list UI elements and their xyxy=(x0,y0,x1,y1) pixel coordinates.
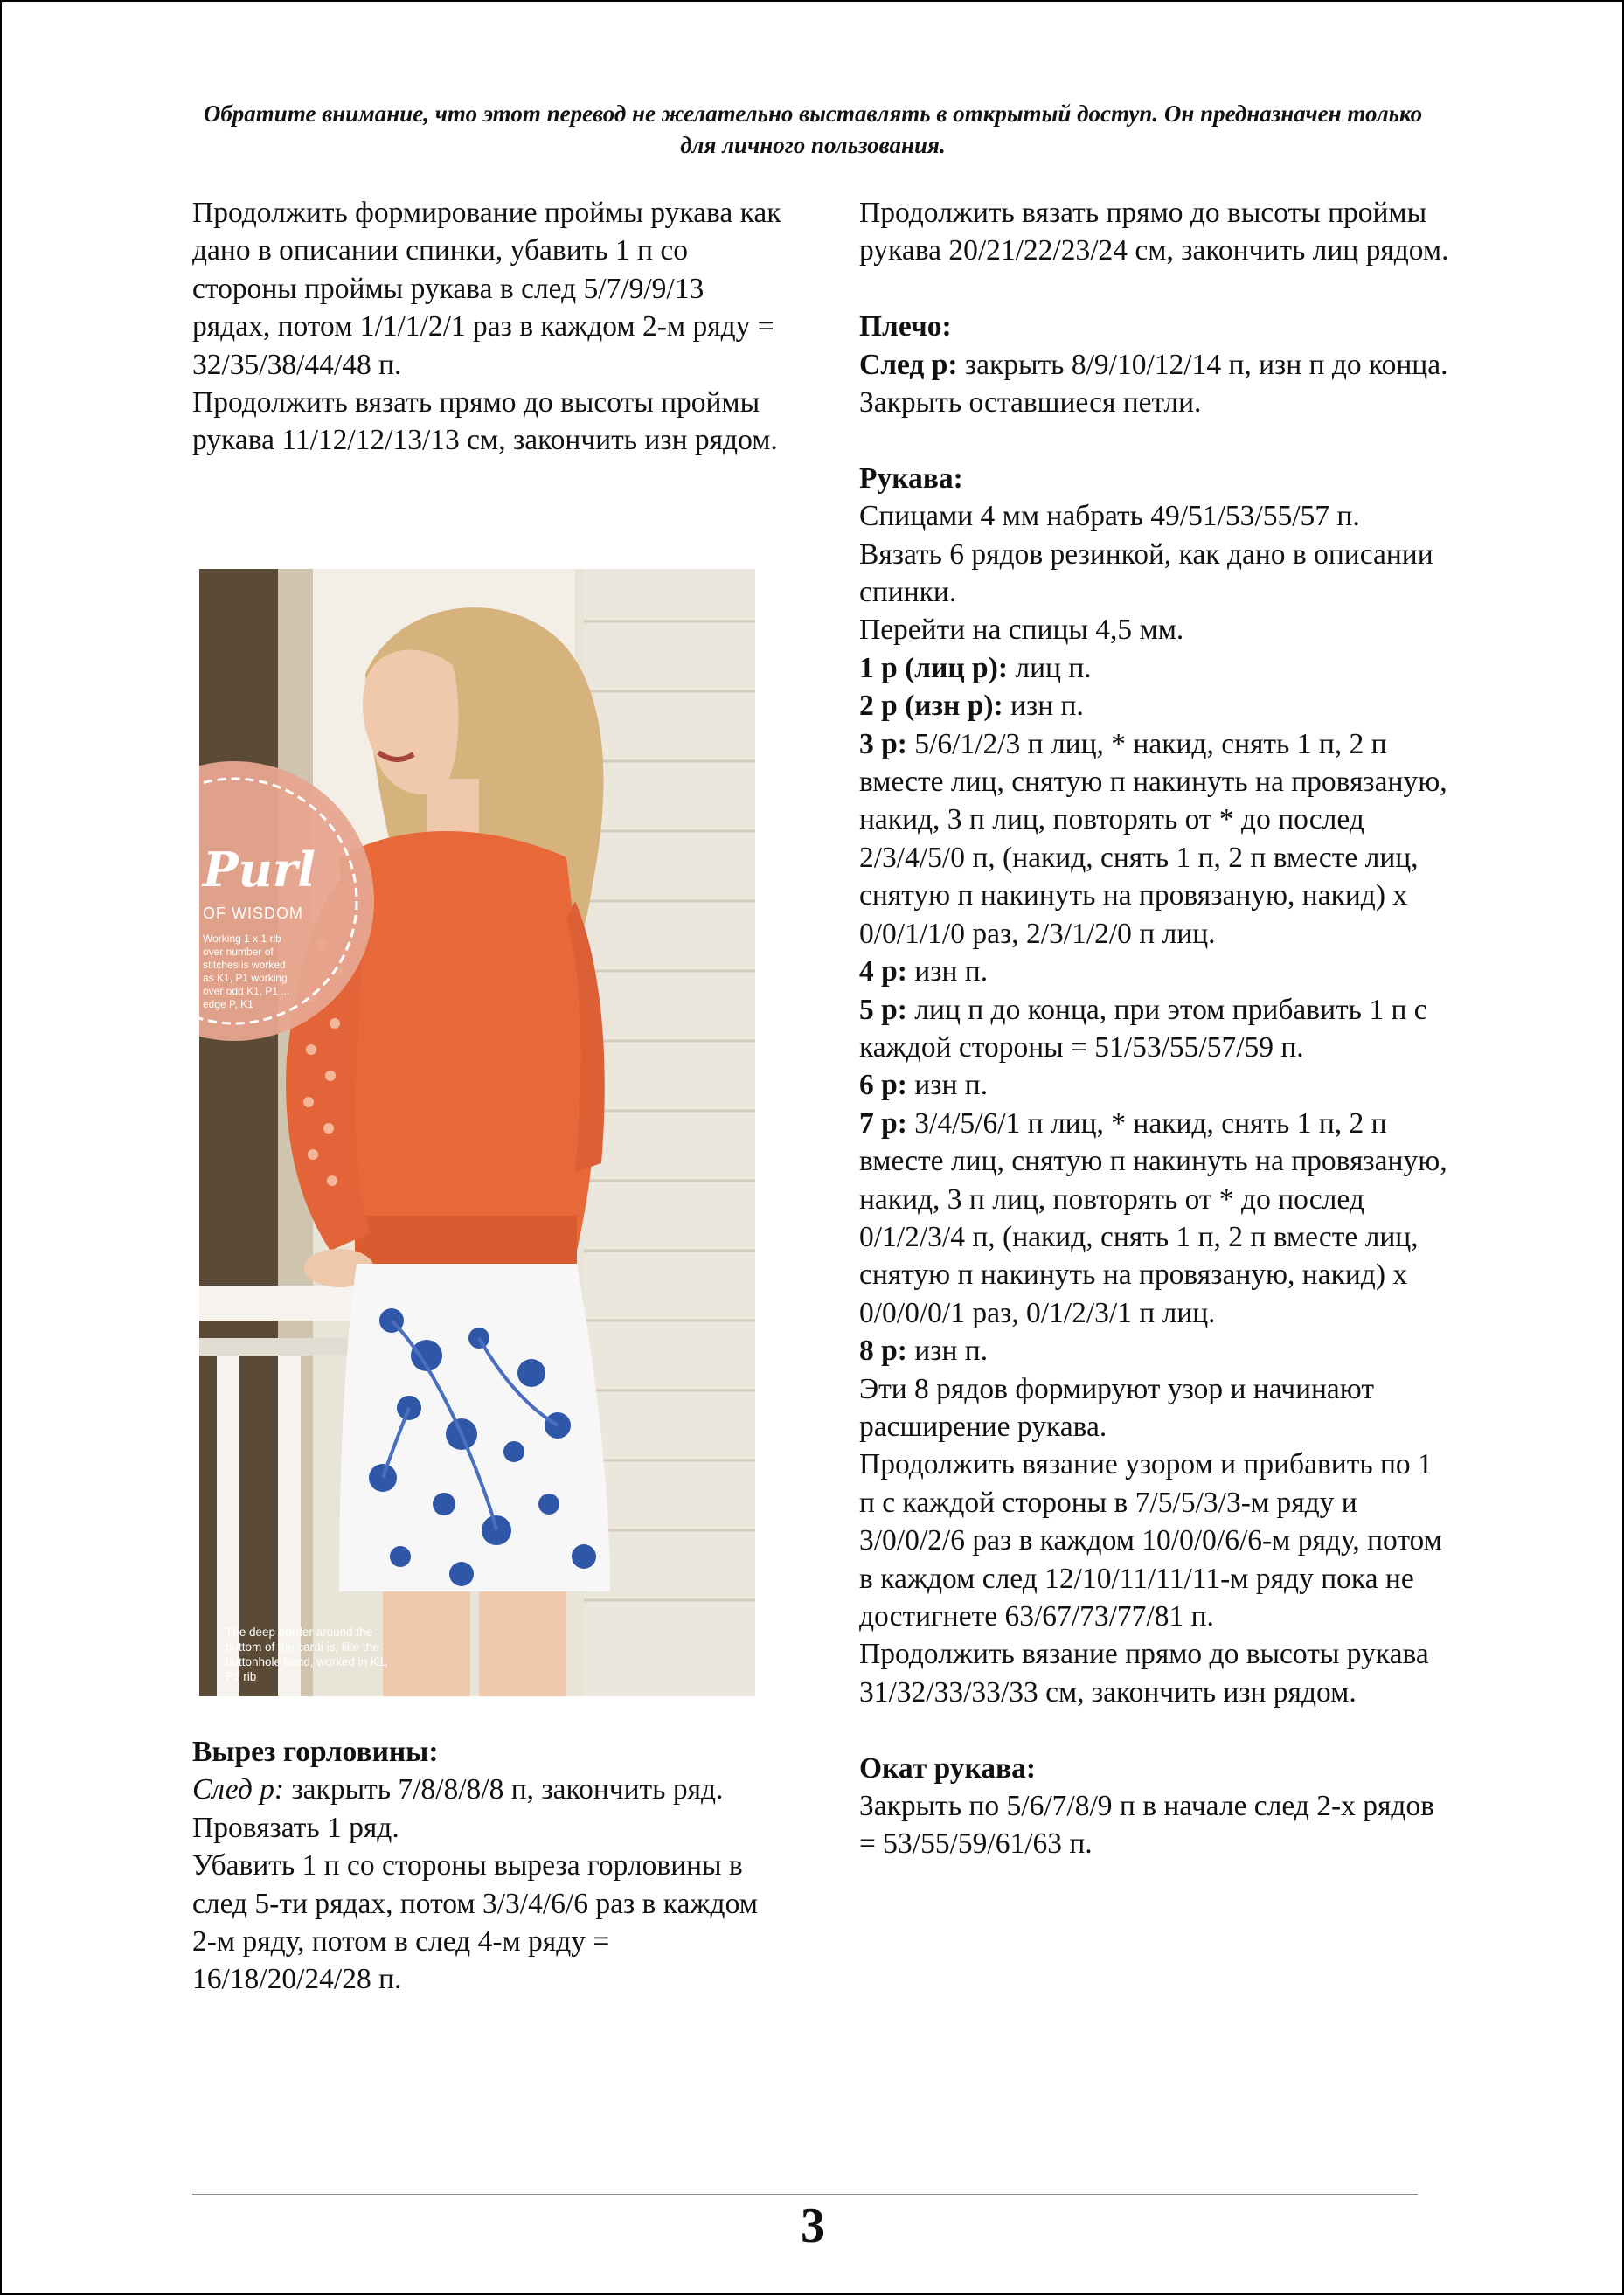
sleeve-row-8-label: 8 р: xyxy=(859,1335,907,1368)
after-rows-3: Продолжить вязание прямо до высоты рукава 31/32/33/33/33 см, закончить изн рядом. xyxy=(859,1638,1429,1709)
paragraph-armhole: Продолжить формирование проймы рукава как дано в описании спинки, убавить 1 п со стороны проймы рукава в след 5/7/9/9/13 рядах, потом 1/1/1/2/1 раз в каждом 2-м ряду = 32/35/38/44/48 п. xyxy=(192,197,781,381)
sleeve-row-1-text: лиц п. xyxy=(1008,651,1092,684)
neckline-heading: Вырез горловины: xyxy=(192,1736,439,1768)
left-column-bottom xyxy=(192,1733,787,1999)
photo-illustration xyxy=(199,569,755,1696)
shoulder-heading: Плечо: xyxy=(859,310,952,343)
sleeve-row-5-text: лиц п до конца, при этом прибавить 1 п с каждой стороны = 51/53/55/57/59 п. xyxy=(859,993,1427,1064)
sleeve-row-8-text: изн п. xyxy=(906,1335,989,1368)
neckline-row-text: закрыть 7/8/8/8/8 п, закончить ряд. xyxy=(284,1773,724,1806)
page-number: 3 xyxy=(801,2199,825,2253)
neckline-line-2: Убавить 1 п со стороны выреза горловины в след 5-ти рядах, потом 3/3/4/6/6 раз в каждом 2-м ряду, потом в след 4-м ряду = 16/18/20/24/28 п. xyxy=(192,1849,758,1996)
model-photo xyxy=(199,569,755,1696)
sleeve-row-7-label: 7 р: xyxy=(859,1106,907,1140)
sleeves-heading: Рукава: xyxy=(859,461,963,495)
photo-caption: The deep border around the bottom of the cardi is, like the buttonhole band, worked in K1, P1 rib xyxy=(226,1626,389,1683)
sleeve-row-5 xyxy=(859,991,1454,1067)
shoulder-row-label: След р: xyxy=(859,348,958,381)
sleeve-row-1 xyxy=(859,649,1454,687)
sleeve-row-5-label: 5 р: xyxy=(859,993,907,1026)
sleeve-row-4-text: изн п. xyxy=(906,955,989,988)
badge-subtitle: OF WISDOM xyxy=(203,905,303,922)
shoulder-close: Закрыть оставшиеся петли. xyxy=(859,386,1202,419)
sleeves-intro-2: Вязать 6 рядов резинкой, как дано в описании спинки. xyxy=(859,537,1433,609)
sleeve-row-2-text: изн п. xyxy=(1003,690,1084,723)
footer-rule xyxy=(192,2194,1418,2195)
left-column-top xyxy=(192,194,787,460)
neckline-row xyxy=(192,1771,787,1808)
sleeve-row-3-label: 3 р: xyxy=(859,727,907,760)
sleeve-row-3 xyxy=(859,725,1454,953)
badge-text: Working 1 x 1 rib over number of stitches is worked as K1, P1 working over odd K1, P1 ... edge P, K1 xyxy=(203,933,290,1010)
sleeve-row-4-label: 4 р: xyxy=(859,955,907,988)
neckline-row-label: След р: xyxy=(192,1773,285,1806)
right-column xyxy=(859,194,1454,1863)
right-intro: Продолжить вязать прямо до высоты проймы рукава 20/21/22/23/24 см, закончить лиц рядом. xyxy=(859,197,1449,267)
cap-text: Закрыть по 5/6/7/8/9 п в начале след 2-х рядов = 53/55/59/61/63 п. xyxy=(859,1790,1435,1861)
cap-heading: Окат рукава: xyxy=(859,1751,1037,1785)
sleeve-row-6 xyxy=(859,1066,1454,1104)
shoulder-row xyxy=(859,346,1454,384)
sleeves-intro-1: Спицами 4 мм набрать 49/51/53/55/57 п. xyxy=(859,500,1360,533)
sleeve-row-8 xyxy=(859,1332,1454,1369)
sleeve-row-6-text: изн п. xyxy=(906,1069,989,1102)
shoulder-row-text: закрыть 8/9/10/12/14 п, изн п до конца. xyxy=(957,348,1448,381)
after-rows-2: Продолжить вязание узором и прибавить по 1 п с каждой стороны в 7/5/5/3/3-м ряду и 3/0/0/2/6 раз в каждом 10/0/0/6/6-м ряду, потом в каждом след 12/10/11/11/11-м ряду пока не достигнете 63/67/73/77/81 п. xyxy=(859,1448,1442,1633)
purl-badge xyxy=(199,761,330,1041)
paragraph-armhole-height: Продолжить вязать прямо до высоты проймы рукава 11/12/12/13/13 см, закончить изн рядом. xyxy=(192,386,778,457)
sleeves-intro-3: Перейти на спицы 4,5 мм. xyxy=(859,614,1184,647)
sleeve-row-2 xyxy=(859,687,1454,725)
after-rows-1: Эти 8 рядов формируют узор и начинают расширение рукава. xyxy=(859,1372,1375,1443)
sleeve-row-4 xyxy=(859,953,1454,990)
sleeve-row-7-text: 3/4/5/6/1 п лиц, * накид, снять 1 п, 2 п вместе лиц, снятую п накинуть на провязаную, накид, 3 п лиц, повторять от * до послед 0/1/2/3/4 п, (накид, снять 1 п, 2 п вместе лиц, снятую п накинуть на провязаную, накид) х 0/0/0/0/1 раз, 0/1/2/3/1 п лиц. xyxy=(859,1106,1447,1329)
sleeve-row-3-text: 5/6/1/2/3 п лиц, * накид, снять 1 п, 2 п вместе лиц, снятую п накинуть на провязаную, накид, 3 п лиц, повторять от * до послед 2/3/4/5/0 п, (накид, снять 1 п, 2 п вместе лиц, снятую п накинуть на провязаную, накид) х 0/0/1/1/0 раз, 2/3/1/2/0 п лиц. xyxy=(859,727,1447,950)
neckline-line-1: Провязать 1 ряд. xyxy=(192,1811,399,1844)
sleeve-row-1-label: 1 р (лиц р): xyxy=(859,651,1009,684)
privacy-notice: Обратите внимание, что этот перевод не желательно выставлять в открытый доступ. Он предназначен только для личного пользования. xyxy=(203,101,1423,158)
sleeve-row-7 xyxy=(859,1105,1454,1332)
sleeve-row-6-label: 6 р: xyxy=(859,1069,907,1102)
sleeve-row-2-label: 2 р (изн р): xyxy=(859,690,1003,723)
badge-title: Purl xyxy=(203,842,316,898)
